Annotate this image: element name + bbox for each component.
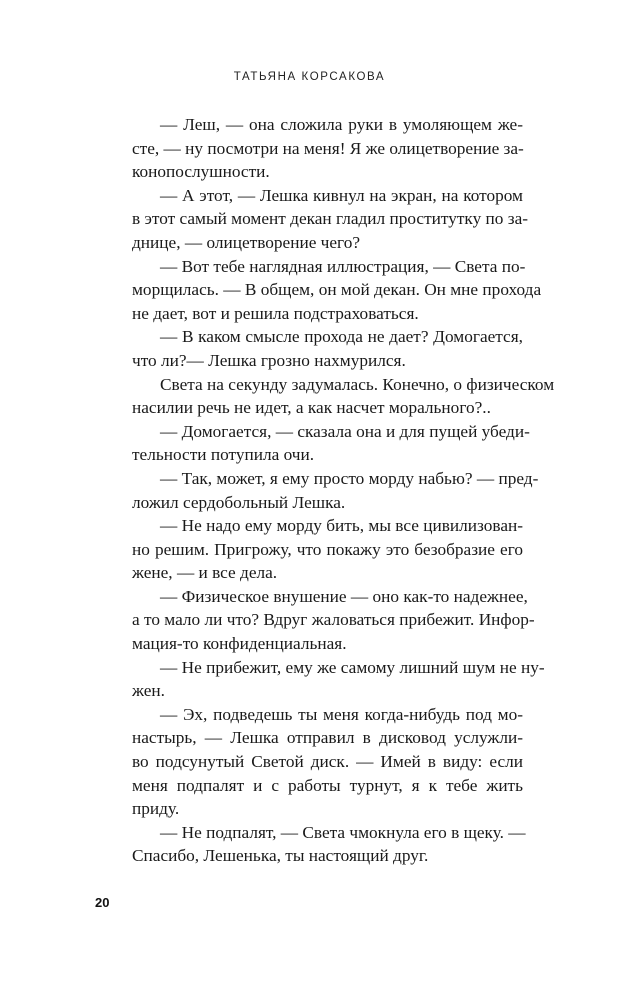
page-number: 20 xyxy=(95,895,110,910)
paragraph xyxy=(104,467,539,514)
text-line: что ли?— Лешка грозно нахмурился. xyxy=(132,350,406,370)
paragraph xyxy=(104,821,526,868)
text-line: — А этот, — Лешка кивнул на экран, на котором xyxy=(160,185,523,205)
paragraph xyxy=(104,184,528,255)
text-line: ложил сердобольный Лешка. xyxy=(132,492,346,512)
running-head-author: ТАТЬЯНА КОРСАКОВА xyxy=(233,71,386,83)
text-line: — Физическое внушение — оно как-то надежнее, xyxy=(160,586,528,606)
text-line: а то мало ли что? Вдруг жаловаться прибежит. Инфор- xyxy=(132,610,535,630)
text-line: насилии речь не идет, а как насчет морального?.. xyxy=(132,398,491,418)
paragraph xyxy=(104,585,535,656)
paragraph xyxy=(104,373,555,420)
text-line: во подсунутый Светой диск. — Имей в виду: если xyxy=(132,752,523,772)
text-line: днице, — олицетворение чего? xyxy=(132,232,361,252)
text-line: — Не прибежит, ему же самому лишний шум не ну- xyxy=(160,657,545,677)
text-line: морщилась. — В общем, он мой декан. Он мне прохода xyxy=(132,280,542,300)
text-line: настырь, — Лешка отправил в дисковод услужли- xyxy=(132,728,523,748)
text-line: мация-то конфиденциальная. xyxy=(132,634,347,654)
text-line: жене, — и все дела. xyxy=(132,563,278,583)
text-line: — Домогается, — сказала она и для пущей убеди- xyxy=(160,421,530,441)
text-line: не дает, вот и решила подстраховаться. xyxy=(132,303,419,323)
paragraph xyxy=(104,255,542,326)
text-line: жен. xyxy=(132,681,165,701)
text-line: Света на секунду задумалась. Конечно, о физическом xyxy=(160,374,555,394)
text-line: но решим. Пригрожу, что покажу это безобразие его xyxy=(132,539,523,559)
text-line: — Эх, подведешь ты меня когда-нибудь под мо- xyxy=(160,704,523,724)
text-line: — Не надо ему морду бить, мы все цивилизован- xyxy=(160,516,523,536)
text-line: — В каком смысле прохода не дает? Домогается, xyxy=(160,327,523,347)
text-line: — Вот тебе наглядная иллюстрация, — Света по- xyxy=(160,256,526,276)
paragraph xyxy=(104,703,523,821)
text-line: приду. xyxy=(132,799,180,819)
paragraph xyxy=(104,113,523,184)
paragraph xyxy=(104,656,545,703)
text-line: — Не подпалят, — Света чмокнула его в щеку. — xyxy=(160,822,526,842)
text-line: конопослушности. xyxy=(132,162,270,182)
text-line: Спасибо, Лешенька, ты настоящий друг. xyxy=(132,846,429,866)
text-line: в этот самый момент декан гладил проститутку по за- xyxy=(132,209,528,229)
text-line: — Так, может, я ему просто морду набью? — пред- xyxy=(160,468,539,488)
paragraph xyxy=(104,420,530,467)
text-line: — Леш, — она сложила руки в умоляющем же- xyxy=(160,115,523,134)
paragraph xyxy=(104,514,523,585)
body-text xyxy=(104,113,555,868)
text-line: меня подпалят и с работы турнут, я к тебе жить xyxy=(132,775,523,795)
paragraph xyxy=(104,325,523,372)
text-line: тельности потупила очи. xyxy=(132,445,315,465)
text-line: сте, — ну посмотри на меня! Я же олицетворение за- xyxy=(132,138,524,158)
